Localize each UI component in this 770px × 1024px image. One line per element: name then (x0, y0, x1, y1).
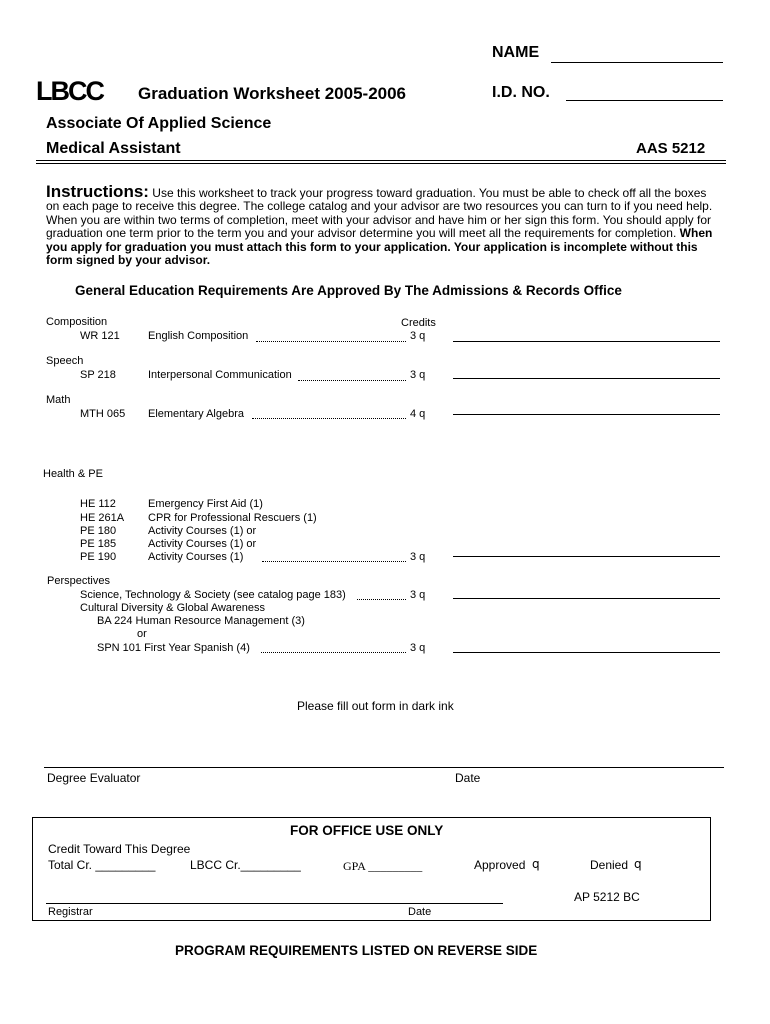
office-heading: FOR OFFICE USE ONLY (290, 823, 444, 838)
composition-credits: 3 q (410, 330, 426, 342)
total-credits-field[interactable]: Total Cr. _________ (48, 858, 156, 872)
program-title: Medical Assistant (46, 140, 181, 157)
degree-title: Associate Of Applied Science (46, 115, 272, 132)
spn-course: SPN 101 First Year Spanish (4) (97, 642, 250, 654)
speech-title: Interpersonal Communication (148, 369, 292, 381)
perspectives-label: Perspectives (47, 575, 110, 587)
health-title: Activity Courses (1) or (148, 525, 257, 537)
sts-course: Science, Technology & Society (see catalog page 183) (80, 589, 346, 601)
instructions-bold: When you apply for graduation you must attach this form to your application. Your application is incomplete without this form signed by your advisor. (46, 226, 713, 268)
sts-signoff[interactable] (453, 598, 720, 599)
composition-label: Composition (46, 316, 108, 328)
speech-signoff[interactable] (453, 378, 720, 379)
health-label: Health & PE (43, 468, 103, 480)
name-field[interactable] (551, 62, 723, 63)
approved-label: Approved (474, 858, 526, 872)
health-title: Activity Courses (1) (148, 551, 244, 563)
sts-credits: 3 q (410, 589, 426, 601)
composition-leader (256, 341, 406, 342)
id-label: I.D. NO. (492, 84, 550, 101)
health-code: HE 261A (80, 512, 125, 524)
health-signoff[interactable] (453, 556, 720, 557)
health-leader (262, 561, 406, 562)
spn-credits: 3 q (410, 642, 426, 654)
spn-leader (261, 652, 406, 653)
speech-label: Speech (46, 355, 84, 367)
health-code: HE 112 (80, 498, 116, 510)
id-field[interactable] (566, 100, 723, 101)
ba-course: BA 224 Human Resource Management (3) (97, 615, 305, 627)
office-code: AP 5212 BC (574, 890, 640, 904)
denied-label: Denied (590, 858, 629, 872)
health-code: PE 185 (80, 538, 117, 550)
header-divider-top (36, 160, 726, 161)
lbcc-credits-field[interactable]: LBCC Cr._________ (190, 858, 301, 872)
gen-ed-heading: General Education Requirements Are Approved By The Admissions & Records Office (75, 283, 622, 298)
composition-title: English Composition (148, 330, 249, 342)
spn-signoff[interactable] (453, 652, 720, 653)
header-divider-bottom (36, 163, 726, 164)
speech-leader (298, 380, 406, 381)
health-title: Activity Courses (1) or (148, 538, 257, 550)
evaluator-date-label: Date (455, 771, 481, 785)
evaluator-signature-line[interactable] (44, 767, 724, 768)
reverse-side-note: PROGRAM REQUIREMENTS LISTED ON REVERSE SIDE (175, 943, 538, 958)
or-label: or (137, 628, 147, 640)
worksheet-title: Graduation Worksheet 2005-2006 (138, 84, 407, 103)
speech-credits: 3 q (410, 369, 426, 381)
math-code: MTH 065 (80, 408, 126, 420)
credits-header: Credits (401, 317, 436, 329)
math-title: Elementary Algebra (148, 408, 244, 420)
health-credits: 3 q (410, 551, 426, 563)
credit-toward-label: Credit Toward This Degree (48, 842, 191, 856)
name-label: NAME (492, 44, 540, 61)
speech-code: SP 218 (80, 369, 116, 381)
program-code: AAS 5212 (636, 140, 706, 157)
approved-checkbox[interactable]: q (532, 857, 540, 871)
instructions (46, 182, 722, 268)
math-signoff[interactable] (453, 414, 720, 415)
evaluator-label: Degree Evaluator (47, 771, 141, 785)
composition-code: WR 121 (80, 330, 120, 342)
registrar-label: Registrar (48, 906, 93, 918)
ink-note: Please fill out form in dark ink (297, 699, 454, 713)
instructions-heading: Instructions: (46, 182, 149, 201)
gpa-field[interactable]: GPA _________ (343, 859, 423, 873)
registrar-signature-line[interactable] (46, 903, 503, 904)
instructions-body: Use this worksheet to track your progress toward graduation. You must be able to check off all the boxes on each page to receive this degree. The college catalog and your advisor are two resources you can turn to if you need help. When you are within two terms of completion, meet with your advisor and have him or her sign this form. You should apply for graduation one term prior to the term you and your advisor determine you will meet all the requirements for completion. (46, 186, 713, 241)
math-leader (252, 418, 406, 419)
health-code: PE 180 (80, 525, 117, 537)
composition-signoff[interactable] (453, 341, 720, 342)
health-title: CPR for Professional Rescuers (1) (148, 512, 317, 524)
math-credits: 4 q (410, 408, 426, 420)
registrar-date-label: Date (408, 906, 432, 918)
health-title: Emergency First Aid (1) (148, 498, 263, 510)
sts-leader (357, 599, 406, 600)
math-label: Math (46, 394, 71, 406)
cultural-label: Cultural Diversity & Global Awareness (80, 602, 266, 614)
denied-checkbox[interactable]: q (634, 857, 642, 871)
lbcc-logo: LBCC (36, 76, 103, 106)
health-code: PE 190 (80, 551, 117, 563)
